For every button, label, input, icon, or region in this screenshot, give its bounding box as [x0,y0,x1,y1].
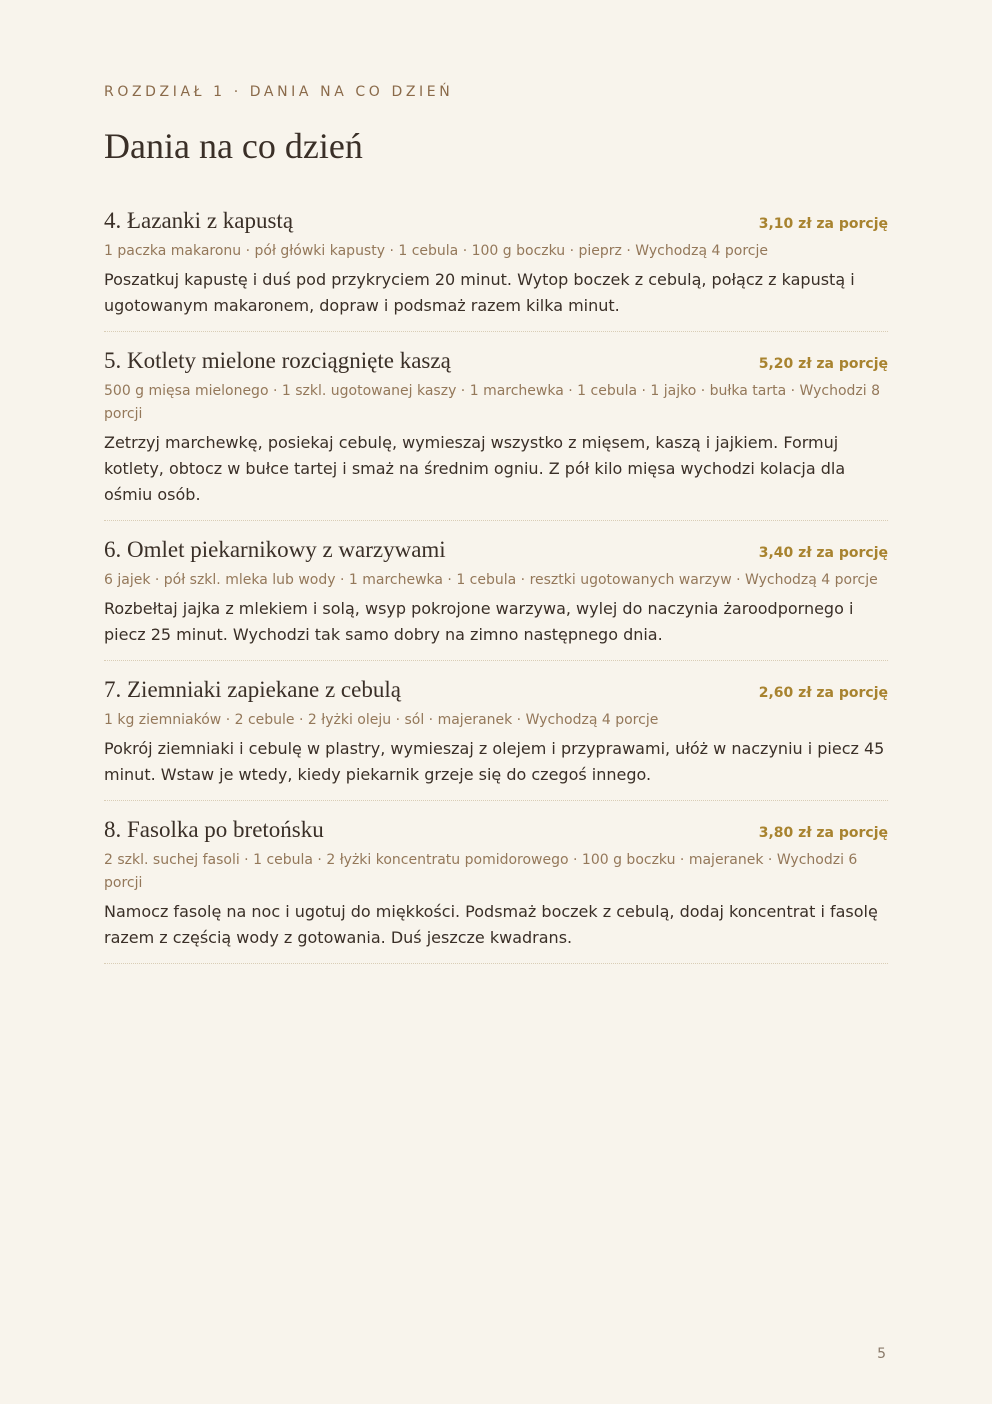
recipe-instructions: Pokrój ziemniaki i cebulę w plastry, wymieszaj z olejem i przyprawami, ułóż w naczyniu i piecz 45 minut. Wstaw je wtedy, kiedy piekarnik grzeje się do czegoś innego. [104,739,885,784]
page-title: Dania na co dzień [104,126,363,166]
recipe-ingredients: 6 jajek · pół szkl. mleka lub wody · 1 marchewka · 1 cebula · resztki ugotowanych warzyw · Wychodzą 4 porcje [104,572,878,588]
recipe-instructions: Zetrzyj marchewkę, posiekaj cebulę, wymieszaj wszystko z mięsem, kaszą i jajkiem. Formuj kotlety, obtocz w bułce tartej i smaż na średnim ogniu. Z pół kilo mięsa wychodzi kolacja dla ośmiu osób. [104,433,846,504]
page-number: 5 [877,1346,886,1362]
recipe-item [104,675,888,801]
recipe-ingredients: 1 paczka makaronu · pół główki kapusty · 1 cebula · 100 g boczku · pieprz · Wychodzą 4 porcje [104,243,768,259]
recipe-title: 7. Ziemniaki zapiekane z cebulą [104,677,401,702]
recipe-ingredients: 500 g mięsa mielonego · 1 szkl. ugotowanej kaszy · 1 marchewka · 1 cebula · 1 jajko · bułka tarta · Wychodzi 8 porcji [104,383,881,422]
recipe-header [104,675,888,705]
recipe-header [104,206,888,236]
recipe-instructions: Rozbełtaj jajka z mlekiem i solą, wsyp pokrojone warzywa, wylej do naczynia żaroodpornego i piecz 25 minut. Wychodzi tak samo dobry na zimno następnego dnia. [104,599,854,644]
recipe-price: 2,60 zł za porcję [758,685,888,701]
recipe-item [104,346,888,521]
recipe-price: 3,10 zł za porcję [758,216,888,232]
recipe-ingredients: 1 kg ziemniaków · 2 cebule · 2 łyżki oleju · sól · majeranek · Wychodzą 4 porcje [104,712,659,728]
recipe-instructions: Namocz fasolę na noc i ugotuj do miękkości. Podsmaż boczek z cebulą, dodaj koncentrat i fasolę razem z częścią wody z gotowania. Duś jeszcze kwadrans. [104,902,878,947]
recipe-price: 3,80 zł za porcję [758,825,888,841]
recipe-header [104,815,888,845]
recipe-header [104,535,888,565]
recipe-item [104,535,888,661]
recipe-list [104,206,888,978]
recipe-title: 6. Omlet piekarnikowy z warzywami [104,537,446,562]
recipe-item [104,206,888,332]
chapter-label: ROZDZIAŁ 1 · DANIA NA CO DZIEŃ [104,84,454,100]
recipe-title: 8. Fasolka po bretońsku [104,817,324,842]
recipe-price: 5,20 zł za porcję [758,356,888,372]
recipe-instructions: Poszatkuj kapustę i duś pod przykryciem 20 minut. Wytop boczek z cebulą, połącz z kapustą i ugotowanym makaronem, dopraw i podsmaż razem kilka minut. [104,270,855,315]
recipe-ingredients: 2 szkl. suchej fasoli · 1 cebula · 2 łyżki koncentratu pomidorowego · 100 g boczku · majeranek · Wychodzi 6 porcji [104,852,858,891]
recipe-title: 4. Łazanki z kapustą [104,208,294,233]
recipe-header [104,346,888,376]
recipe-title: 5. Kotlety mielone rozciągnięte kaszą [104,348,451,373]
recipe-price: 3,40 zł za porcję [758,545,888,561]
recipe-item [104,815,888,964]
